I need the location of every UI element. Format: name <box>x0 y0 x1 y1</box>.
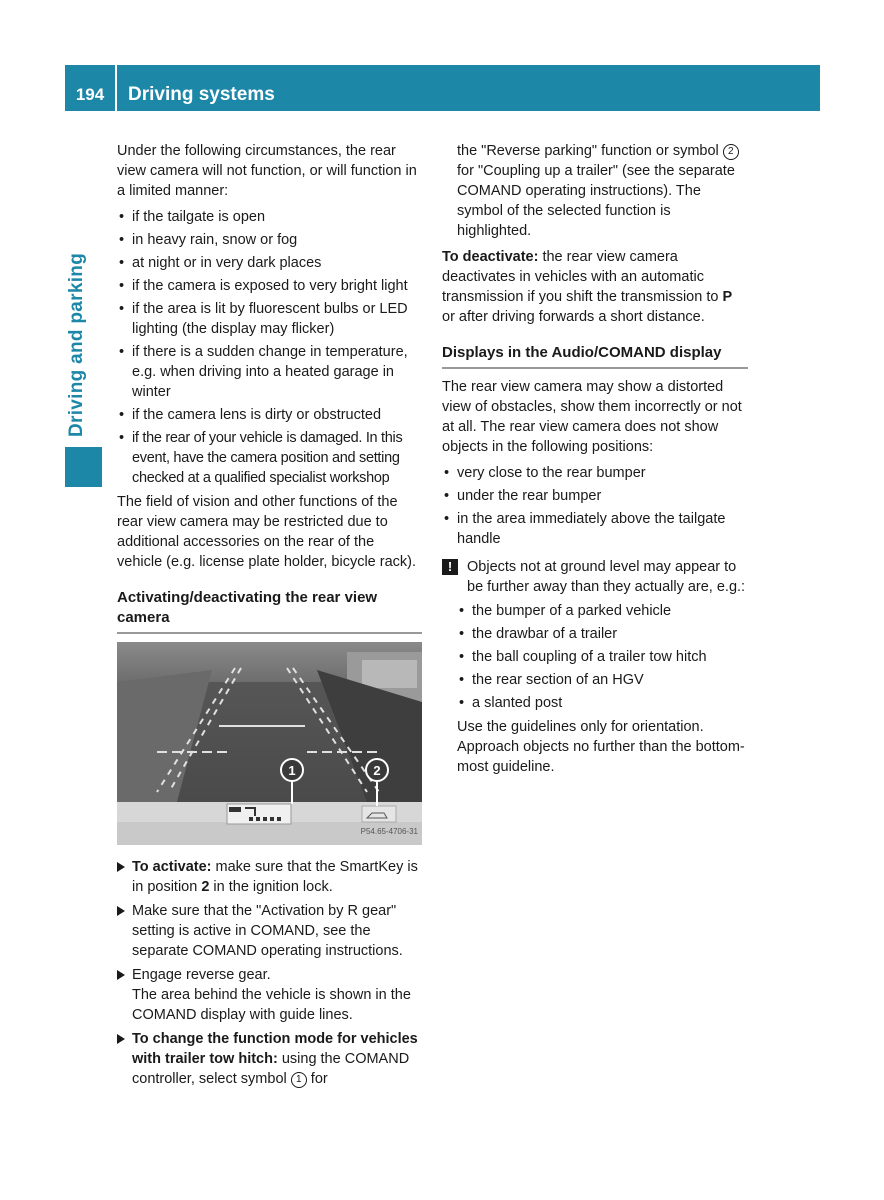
callout-1: 1 <box>288 763 296 778</box>
symbol-1-icon: 1 <box>291 1072 307 1088</box>
list-item: • under the rear bumper <box>442 486 748 506</box>
continuation-text: the "Reverse parking" function or symbol <box>457 143 723 159</box>
deactivate-label: To deactivate: <box>442 249 539 265</box>
list-item: • in the area immediately above the tailgate handle <box>442 509 748 549</box>
step-reverse-gear <box>117 965 422 1025</box>
step-label: To activate: <box>132 859 212 875</box>
step-text: Engage reverse gear. <box>132 967 271 983</box>
deactivate-body: or after driving forwards a short distance. <box>442 309 705 325</box>
step-text: using the COMAND controller, select symbol <box>132 1051 410 1087</box>
list-item: • a slanted post <box>457 693 748 713</box>
step-arrow-icon <box>117 970 125 980</box>
list-item: • at night or in very dark places <box>117 253 422 273</box>
figure-code: P54.65-4706-31 <box>360 827 418 836</box>
step-text: for <box>306 1071 328 1087</box>
list-item: • the bumper of a parked vehicle <box>457 601 748 621</box>
circumstances-list <box>117 207 422 488</box>
step-activate <box>117 857 422 897</box>
camera-view-image <box>117 642 422 845</box>
side-tab-label <box>66 401 88 437</box>
list-item: • the ball coupling of a trailer tow hitch <box>457 647 748 667</box>
warning-icon: ! <box>442 559 458 575</box>
page-title: Driving systems <box>128 84 275 105</box>
camera-display-figure <box>117 642 422 845</box>
section-heading: Activating/deactivating the rear view camera <box>117 588 422 634</box>
intro-text: Under the following circumstances, the rear view camera will not function, or will function in a limited manner: <box>117 143 417 199</box>
distort-text: The rear view camera may show a distorted view of obstacles, show them incorrectly or not at all. The rear view camera does not show objects in the following positions: <box>442 379 742 455</box>
step-result: The area behind the vehicle is shown in the COMAND display with guide lines. <box>132 987 411 1023</box>
callout-2: 2 <box>373 763 381 778</box>
left-column <box>117 141 422 1093</box>
header-divider <box>115 65 117 111</box>
step-label: To change the function mode for vehicles with trailer tow hitch: <box>132 1031 418 1067</box>
field-of-vision-text: The field of vision and other functions of the rear view camera may be restricted due to additional accessories on the rear of the vehicle (e.g. license plate holder, bicycle rack). <box>117 494 417 570</box>
list-item: • if there is a sudden change in temperature, e.g. when driving into a heated garage in winter <box>117 342 422 402</box>
continuation-text: for "Coupling up a trailer" (see the separate COMAND operating instructions). The symbol of the selected function is highlighted. <box>457 163 735 239</box>
guidelines-text: Use the guidelines only for orientation. Approach objects no further than the bottom-most guideline. <box>457 719 745 775</box>
step-function-mode <box>117 1029 422 1089</box>
page-number: 194 <box>75 85 105 104</box>
right-column <box>442 141 748 783</box>
step-text: make sure that the SmartKey is in position <box>132 859 418 895</box>
symbol-2-icon: 2 <box>723 144 739 160</box>
list-item: • if the camera lens is dirty or obstructed <box>117 405 422 425</box>
list-item: • if the camera is exposed to very bright light <box>117 276 422 296</box>
list-item: • very close to the rear bumper <box>442 463 748 483</box>
list-item: • in heavy rain, snow or fog <box>117 230 422 250</box>
list-item: • if the tailgate is open <box>117 207 422 227</box>
gear-p: P <box>722 289 733 305</box>
step-arrow-icon <box>117 1034 125 1044</box>
deactivate-text <box>442 247 748 327</box>
step-arrow-icon <box>117 906 125 916</box>
list-item: • if the rear of your vehicle is damaged. In this event, have the camera position and setting checked at a qualified specialist workshop <box>117 428 422 488</box>
step-text: in the ignition lock. <box>209 879 333 895</box>
deactivate-body: the rear view camera deactivates in vehicles with an automatic transmission if you shift the transmission to <box>442 249 723 305</box>
positions-list <box>442 463 748 549</box>
warning-list <box>442 601 748 713</box>
step-arrow-icon <box>117 862 125 872</box>
step-continuation <box>442 141 748 241</box>
list-item: • the rear section of an HGV <box>457 670 748 690</box>
section-heading: Displays in the Audio/COMAND display <box>442 343 748 369</box>
list-item: • the drawbar of a trailer <box>457 624 748 644</box>
step-activation-setting <box>117 901 422 961</box>
warning-note <box>442 557 748 597</box>
warning-text: Objects not at ground level may appear to be further away than they actually are, e.g.: <box>467 559 746 595</box>
key-position: 2 <box>201 879 210 895</box>
step-text: Make sure that the "Activation by R gear" setting is active in COMAND, see the separate COMAND operating instructions. <box>132 903 403 959</box>
list-item: • if the area is lit by fluorescent bulbs or LED lighting (the display may flicker) <box>117 299 422 339</box>
